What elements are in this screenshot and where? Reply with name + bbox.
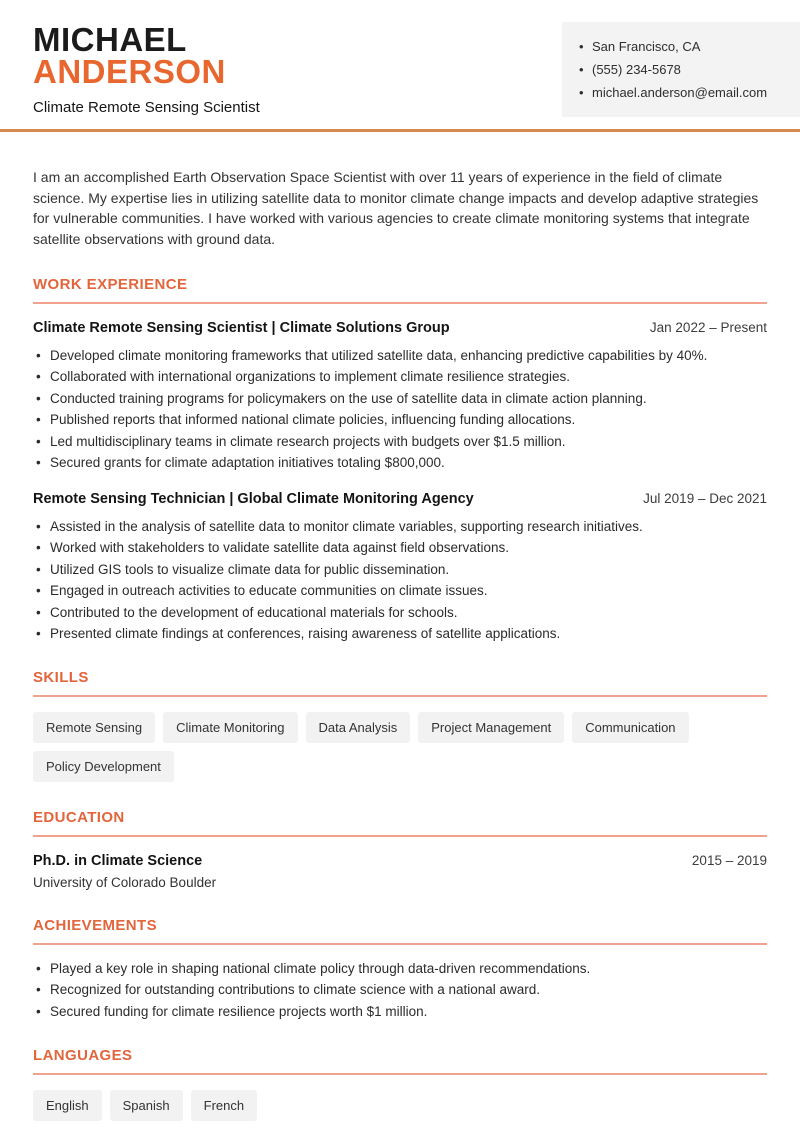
bullet-item: • Secured grants for climate adaptation initiatives totaling $800,000.	[33, 455, 767, 471]
job-subtitle: Climate Remote Sensing Scientist	[33, 99, 260, 116]
job-bullet-list	[33, 348, 767, 471]
education-entry	[33, 853, 767, 890]
bullet-item: • Assisted in the analysis of satellite data to monitor climate variables, supporting research initiatives.	[33, 519, 767, 535]
skill-tag: Climate Monitoring	[163, 712, 297, 743]
job-entry	[33, 320, 767, 471]
bullet-item: • Published reports that informed national climate policies, influencing funding allocations.	[33, 412, 767, 428]
achievement-bullet-list	[33, 961, 767, 1020]
section-work-experience	[33, 276, 767, 642]
job-date: Jan 2022 – Present	[649, 320, 767, 335]
bullet-item: • Conducted training programs for policymakers on the use of satellite data in climate action planning.	[33, 391, 767, 407]
skill-tag: Policy Development	[33, 751, 174, 782]
job-date: Jul 2019 – Dec 2021	[643, 490, 767, 506]
skill-tag-list	[33, 712, 767, 782]
education-entry-header	[33, 853, 767, 869]
bullet-item: • Played a key role in shaping national climate policy through data-driven recommendations.	[33, 961, 767, 977]
name-first: MICHAEL	[33, 21, 187, 58]
skill-tag: Communication	[572, 712, 688, 743]
skill-tag: Remote Sensing	[33, 712, 155, 743]
contact-email: • michael.anderson@email.com	[579, 81, 790, 104]
language-tag-list	[33, 1090, 767, 1121]
section-skills	[33, 669, 767, 782]
bullet-item: • Developed climate monitoring frameworks that utilized satellite data, enhancing predictive capabilities by 40%.	[33, 348, 767, 364]
header-divider	[0, 129, 800, 132]
bullet-item: • Secured funding for climate resilience projects worth $1 million.	[33, 1004, 767, 1020]
bullet-item: • Recognized for outstanding contributions to climate science with a national award.	[33, 982, 767, 998]
summary-paragraph: I am an accomplished Earth Observation Space Scientist with over 11 years of experience in the field of climate science. My expertise lies in utilizing satellite data to monitor climate change impacts and develop adaptive strategies for vulnerable communities. I have worked with various agencies to create climate monitoring systems that integrate satellite observations with ground data.	[33, 169, 759, 247]
skill-tag: Data Analysis	[306, 712, 411, 743]
bullet-item: • Led multidisciplinary teams in climate research projects with budgets over $1.5 million.	[33, 434, 767, 450]
job-bullet-list	[33, 519, 767, 642]
contact-list	[579, 35, 790, 104]
skill-tag: Project Management	[418, 712, 564, 743]
languages-heading: LANGUAGES	[33, 1047, 767, 1075]
achievements-heading: ACHIEVEMENTS	[33, 917, 767, 945]
contact-phone: • (555) 234-5678	[579, 58, 790, 81]
resume-body	[0, 167, 800, 1121]
language-tag: English	[33, 1090, 102, 1121]
section-education	[33, 809, 767, 890]
bullet-item: • Utilized GIS tools to visualize climate data for public dissemination.	[33, 562, 767, 578]
bullet-item: • Contributed to the development of educational materials for schools.	[33, 605, 767, 621]
job-entry-header	[33, 491, 767, 507]
school-name: University of Colorado Boulder	[33, 874, 217, 890]
work-experience-heading: WORK EXPERIENCE	[33, 276, 767, 304]
contact-location: • San Francisco, CA	[579, 35, 790, 58]
section-languages	[33, 1047, 767, 1121]
education-heading: EDUCATION	[33, 809, 767, 837]
skills-heading: SKILLS	[33, 669, 767, 697]
bullet-item: • Worked with stakeholders to validate satellite data against field observations.	[33, 540, 767, 556]
language-tag: Spanish	[110, 1090, 183, 1121]
section-achievements	[33, 917, 767, 1020]
contact-card	[562, 22, 800, 117]
job-title: Remote Sensing Technician | Global Climate Monitoring Agency	[33, 490, 474, 507]
name-last: ANDERSON	[33, 53, 226, 90]
resume-header	[0, 0, 800, 116]
job-entry	[33, 491, 767, 642]
job-entry-header	[33, 320, 767, 336]
degree-title: Ph.D. in Climate Science	[33, 852, 203, 869]
language-tag: French	[191, 1090, 257, 1121]
bullet-item: • Collaborated with international organizations to implement climate resilience strategies.	[33, 369, 767, 385]
job-title: Climate Remote Sensing Scientist | Climate Solutions Group	[33, 320, 450, 336]
education-date: 2015 – 2019	[691, 852, 767, 868]
bullet-item: • Engaged in outreach activities to educate communities on climate issues.	[33, 583, 767, 599]
bullet-item: • Presented climate findings at conferences, raising awareness of satellite applications.	[33, 626, 767, 642]
